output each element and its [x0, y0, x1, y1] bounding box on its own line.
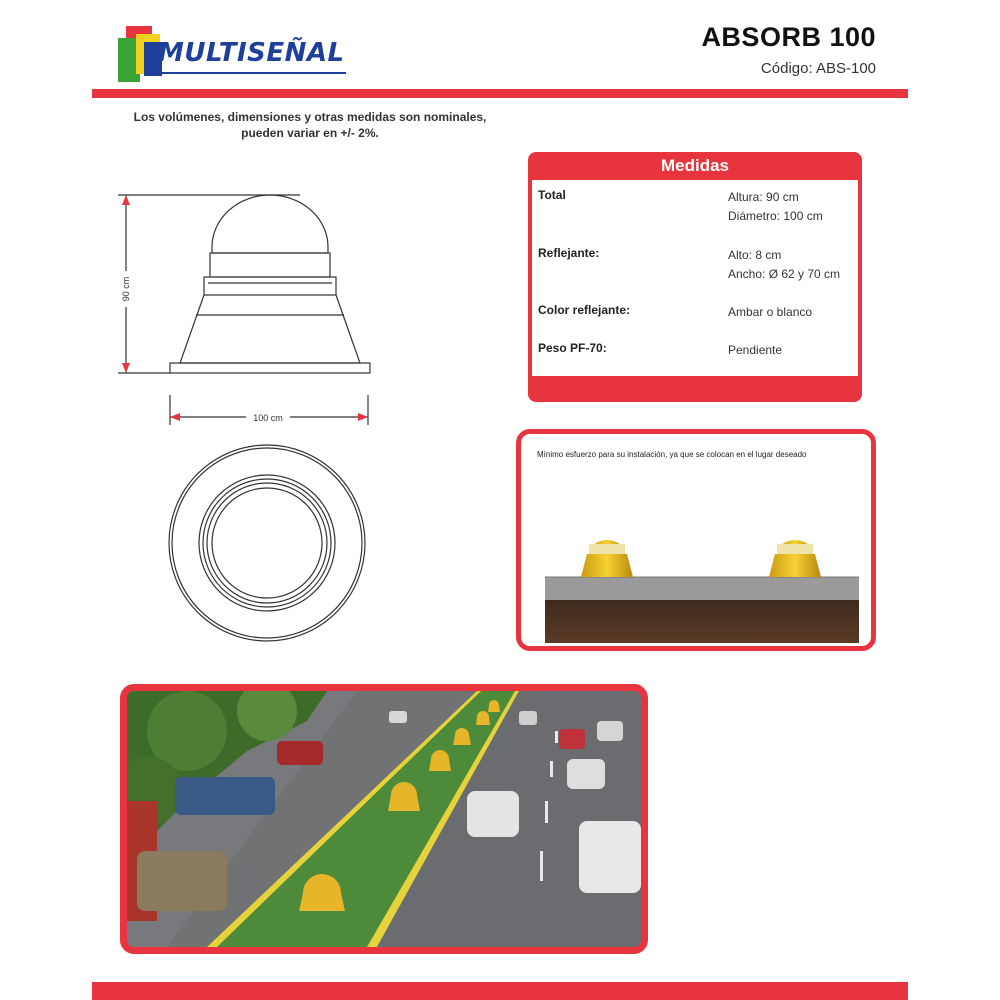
tolerance-note-line2: pueden variar en +/- 2%. — [241, 126, 379, 140]
row-value-line2: Ancho: Ø 62 y 70 cm — [728, 267, 841, 281]
road-photo — [120, 684, 648, 954]
product-code: Código: ABS-100 — [760, 60, 876, 77]
installation-illustration — [521, 434, 871, 646]
side-view-drawing — [100, 185, 390, 430]
row-value — [728, 246, 840, 284]
row-label: Color reflejante: — [538, 303, 631, 317]
row-value-line1: Pendiente — [728, 343, 783, 357]
row-value — [728, 188, 823, 226]
row-value-line1: Ambar o blanco — [728, 305, 813, 319]
tolerance-note — [100, 109, 520, 141]
installation-panel — [516, 429, 876, 651]
row-value — [728, 303, 812, 322]
brand-name: MULTISEÑAL — [158, 38, 345, 68]
height-dimension-label: 90 cm — [121, 276, 131, 302]
barrier-right-icon — [769, 540, 821, 577]
installation-caption: Mínimo esfuerzo para su instalación, ya que se colocan en el lugar deseado — [537, 450, 807, 459]
row-value-line1: Alto: 8 cm — [728, 248, 782, 262]
product-title: ABSORB 100 — [701, 22, 876, 52]
header-divider — [92, 89, 908, 98]
medidas-table — [532, 180, 858, 376]
row-label: Total — [538, 188, 566, 202]
road-scene-image — [127, 691, 641, 947]
brand-underline — [158, 72, 346, 74]
barrier-left-icon — [581, 540, 633, 577]
medidas-panel — [528, 152, 862, 402]
row-value-line1: Altura: 90 cm — [728, 190, 799, 204]
medidas-title: Medidas — [660, 156, 730, 175]
top-view-drawing — [165, 440, 370, 646]
row-value-line2: Diámetro: 100 cm — [728, 209, 823, 223]
tolerance-note-line1: Los volúmenes, dimensiones y otras medidas son nominales, — [133, 110, 487, 124]
brand-logo — [118, 26, 358, 84]
width-dimension-label: 100 cm — [253, 413, 283, 423]
footer-divider — [92, 982, 908, 1000]
row-value — [728, 341, 782, 360]
row-label: Peso PF-70: — [538, 341, 607, 355]
row-label: Reflejante: — [538, 246, 600, 260]
